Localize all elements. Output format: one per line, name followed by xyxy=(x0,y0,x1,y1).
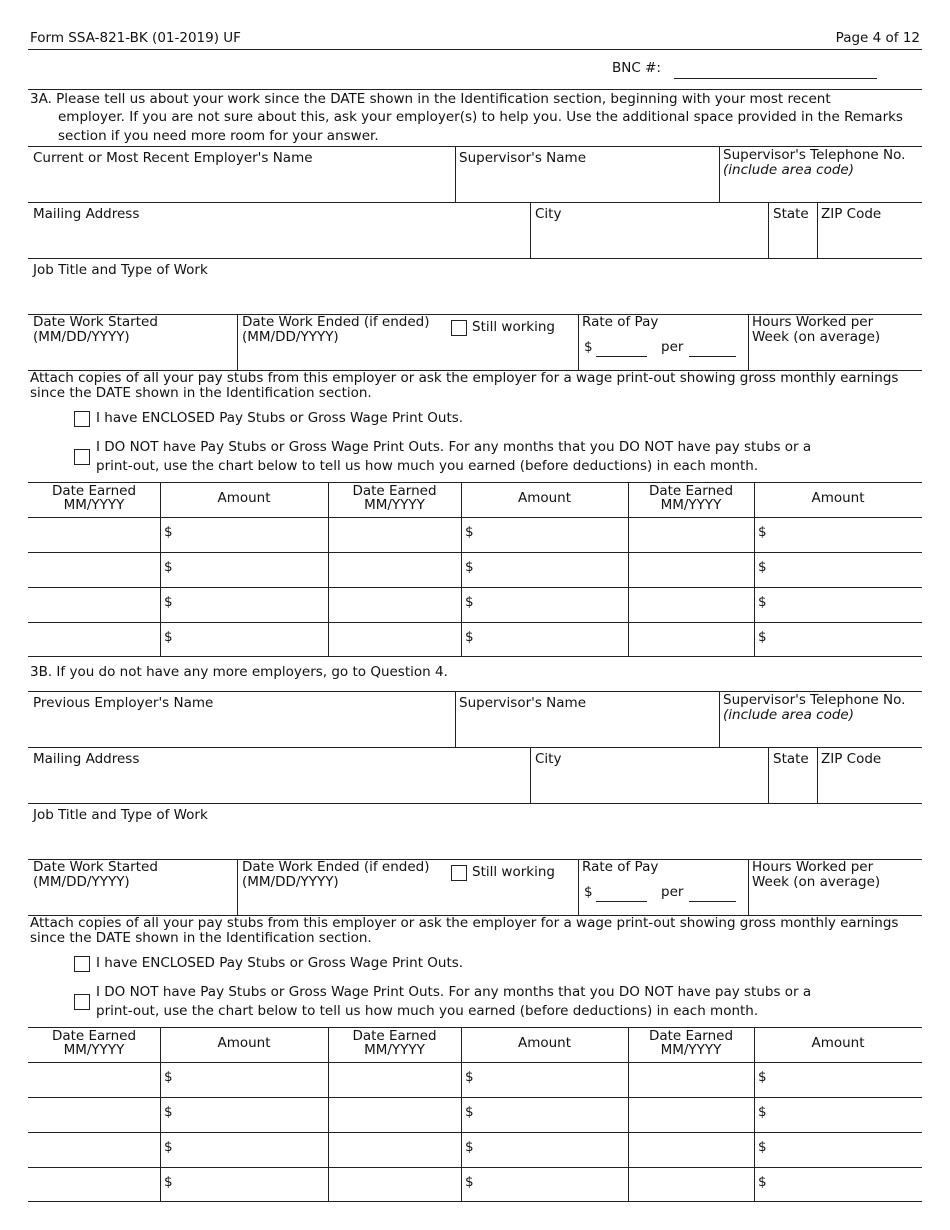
not-have-line1: I DO NOT have Pay Stubs or Gross Wage Print Outs. For any months that you DO NOT have pay stubs or a xyxy=(96,984,812,1000)
enclosed-checkbox[interactable] xyxy=(74,411,90,427)
zip-label: ZIP Code xyxy=(821,751,882,767)
amount-header-3: Amount xyxy=(811,1035,865,1051)
date-started-format: (MM/DD/YYYY) xyxy=(33,874,130,890)
bnc-input[interactable] xyxy=(674,78,877,79)
earnings-date-cell[interactable] xyxy=(630,554,752,585)
supervisor-name-label: Supervisor's Name xyxy=(459,150,586,166)
q3b-intro: 3B. If you do not have any more employers, go to Question 4. xyxy=(30,664,448,680)
earnings-amount-cell[interactable] xyxy=(770,1099,920,1130)
earnings-date-cell[interactable] xyxy=(630,1134,752,1165)
earnings-date-cell[interactable] xyxy=(30,1134,158,1165)
enclosed-label: I have ENCLOSED Pay Stubs or Gross Wage Print Outs. xyxy=(96,410,464,426)
date-earned-header-2: Date Earned MM/YYYY xyxy=(352,1028,437,1058)
earnings-date-cell[interactable] xyxy=(330,554,459,585)
hours-label-line2: Week (on average) xyxy=(752,329,881,345)
date-started-label: Date Work Started xyxy=(33,859,158,875)
earnings-date-cell[interactable] xyxy=(330,624,459,654)
amount-dollar: $ xyxy=(758,594,767,610)
amount-dollar: $ xyxy=(164,629,173,645)
date-started-input[interactable] xyxy=(30,891,234,913)
earnings-amount-cell[interactable] xyxy=(176,1099,326,1130)
still-working-label: Still working xyxy=(472,319,555,335)
earnings-amount-cell[interactable] xyxy=(477,1134,626,1165)
q3a-intro-line3: section if you need more room for your answer. xyxy=(58,128,379,144)
mailing-address-input[interactable] xyxy=(30,222,525,256)
amount-header-1: Amount xyxy=(217,490,271,506)
page-number: Page 4 of 12 xyxy=(835,30,920,46)
earnings-date-cell[interactable] xyxy=(630,1169,752,1199)
earnings-amount-cell[interactable] xyxy=(477,519,626,550)
state-label: State xyxy=(773,206,809,222)
supervisor-name-label: Supervisor's Name xyxy=(459,695,586,711)
rate-per-label: per xyxy=(661,884,684,900)
rate-amount-input[interactable] xyxy=(596,901,647,902)
bnc-label: BNC #: xyxy=(612,60,661,76)
employer-name-label: Current or Most Recent Employer's Name xyxy=(33,150,313,166)
hours-label-line2: Week (on average) xyxy=(752,874,881,890)
still-working-label: Still working xyxy=(472,864,555,880)
date-ended-input[interactable] xyxy=(240,346,445,368)
amount-dollar: $ xyxy=(758,629,767,645)
hours-label-line1: Hours Worked per xyxy=(752,859,874,875)
zip-label: ZIP Code xyxy=(821,206,882,222)
area-code-note: (include area code) xyxy=(723,707,854,723)
earnings-amount-cell[interactable] xyxy=(176,1169,326,1199)
attach-line1: Attach copies of all your pay stubs from this employer or ask the employer for a wage print-out showing gross monthly earnings xyxy=(30,370,899,386)
earnings-date-cell[interactable] xyxy=(630,589,752,620)
q3a-intro-line1: 3A. Please tell us about your work since the DATE shown in the Identification section, beginning with your most recent xyxy=(30,91,831,107)
date-earned-header-3: Date Earned MM/YYYY xyxy=(648,1028,734,1058)
date-started-label: Date Work Started xyxy=(33,314,158,330)
amount-dollar: $ xyxy=(465,629,474,645)
amount-dollar: $ xyxy=(164,594,173,610)
date-ended-input[interactable] xyxy=(240,891,445,913)
date-earned-header-1: Date Earned MM/YYYY xyxy=(51,1028,137,1058)
amount-dollar: $ xyxy=(758,1139,767,1155)
not-have-line1: I DO NOT have Pay Stubs or Gross Wage Print Outs. For any months that you DO NOT have pay stubs or a xyxy=(96,439,812,455)
rate-dollar-sign: $ xyxy=(584,884,593,900)
state-label: State xyxy=(773,751,809,767)
supervisor-phone-input[interactable] xyxy=(722,723,920,745)
not-have-line2: print-out, use the chart below to tell us how much you earned (before deductions) in each month. xyxy=(96,458,759,474)
attach-line1: Attach copies of all your pay stubs from this employer or ask the employer for a wage print-out showing gross monthly earnings xyxy=(30,915,899,931)
employer-section-3b xyxy=(0,691,950,1211)
amount-dollar: $ xyxy=(164,524,173,540)
amount-dollar: $ xyxy=(164,1069,173,1085)
enclosed-checkbox[interactable] xyxy=(74,956,90,972)
state-input[interactable] xyxy=(771,222,815,256)
date-earned-header-2: Date Earned MM/YYYY xyxy=(352,483,437,513)
rate-of-pay-label: Rate of Pay xyxy=(582,314,659,330)
hours-label-line1: Hours Worked per xyxy=(752,314,874,330)
amount-dollar: $ xyxy=(465,594,474,610)
earnings-amount-cell[interactable] xyxy=(770,1134,920,1165)
earnings-date-cell[interactable] xyxy=(330,589,459,620)
date-ended-label: Date Work Ended (if ended) xyxy=(242,859,430,875)
amount-dollar: $ xyxy=(465,1069,474,1085)
earnings-date-cell[interactable] xyxy=(30,1099,158,1130)
form-id: Form SSA-821-BK (01-2019) UF xyxy=(30,30,241,46)
rate-of-pay-label: Rate of Pay xyxy=(582,859,659,875)
amount-dollar: $ xyxy=(164,1139,173,1155)
amount-dollar: $ xyxy=(758,1069,767,1085)
earnings-date-cell[interactable] xyxy=(630,624,752,654)
amount-header-3: Amount xyxy=(811,490,865,506)
employer-section-3a xyxy=(0,146,950,666)
earnings-amount-cell[interactable] xyxy=(477,554,626,585)
earnings-amount-cell[interactable] xyxy=(477,1099,626,1130)
amount-dollar: $ xyxy=(164,1104,173,1120)
earnings-amount-cell[interactable] xyxy=(176,1064,326,1095)
earnings-date-cell[interactable] xyxy=(330,1134,459,1165)
amount-dollar: $ xyxy=(465,1104,474,1120)
zip-input[interactable] xyxy=(820,222,920,256)
earnings-date-cell[interactable] xyxy=(30,1169,158,1199)
supervisor-name-input[interactable] xyxy=(458,709,716,745)
amount-dollar: $ xyxy=(758,524,767,540)
supervisor-phone-label: Supervisor's Telephone No. xyxy=(723,147,906,163)
earnings-date-cell[interactable] xyxy=(30,589,158,620)
rate-amount-input[interactable] xyxy=(596,356,647,357)
date-ended-label: Date Work Ended (if ended) xyxy=(242,314,430,330)
job-title-input[interactable] xyxy=(30,823,920,857)
zip-input[interactable] xyxy=(820,767,920,801)
earnings-amount-cell[interactable] xyxy=(770,1169,920,1199)
rate-dollar-sign: $ xyxy=(584,339,593,355)
earnings-amount-cell[interactable] xyxy=(176,624,326,654)
not-have-checkbox[interactable] xyxy=(74,994,90,1010)
date-ended-format: (MM/DD/YYYY) xyxy=(242,329,339,345)
earnings-date-cell[interactable] xyxy=(30,554,158,585)
amount-dollar: $ xyxy=(758,1104,767,1120)
supervisor-phone-label: Supervisor's Telephone No. xyxy=(723,692,906,708)
date-earned-header-3: Date Earned MM/YYYY xyxy=(648,483,734,513)
amount-header-1: Amount xyxy=(217,1035,271,1051)
earnings-amount-cell[interactable] xyxy=(477,624,626,654)
city-label: City xyxy=(535,751,562,767)
header-rule xyxy=(28,49,922,50)
earnings-amount-cell[interactable] xyxy=(477,589,626,620)
earnings-amount-cell[interactable] xyxy=(176,519,326,550)
rate-period-input[interactable] xyxy=(689,356,736,357)
amount-dollar: $ xyxy=(465,559,474,575)
not-have-line2: print-out, use the chart below to tell us how much you earned (before deductions) in each month. xyxy=(96,1003,759,1019)
employer-name-input[interactable] xyxy=(30,164,450,200)
q3a-intro-line2: employer. If you are not sure about this, ask your employer(s) to help you. Use the additional space provided in the Remarks xyxy=(58,109,903,125)
earnings-amount-cell[interactable] xyxy=(770,589,920,620)
rate-per-label: per xyxy=(661,339,684,355)
earnings-amount-cell[interactable] xyxy=(176,554,326,585)
earnings-amount-cell[interactable] xyxy=(176,1134,326,1165)
date-earned-header-1: Date Earned MM/YYYY xyxy=(51,483,137,513)
amount-dollar: $ xyxy=(758,559,767,575)
earnings-date-cell[interactable] xyxy=(330,1064,459,1095)
state-input[interactable] xyxy=(771,767,815,801)
supervisor-name-input[interactable] xyxy=(458,164,716,200)
earnings-date-cell[interactable] xyxy=(330,1169,459,1199)
date-started-format: (MM/DD/YYYY) xyxy=(33,329,130,345)
amount-dollar: $ xyxy=(465,1174,474,1190)
job-title-input[interactable] xyxy=(30,278,920,312)
amount-dollar: $ xyxy=(758,1174,767,1190)
earnings-amount-cell[interactable] xyxy=(176,589,326,620)
amount-dollar: $ xyxy=(465,1139,474,1155)
earnings-date-cell[interactable] xyxy=(30,624,158,654)
earnings-amount-cell[interactable] xyxy=(770,554,920,585)
employer-name-label: Previous Employer's Name xyxy=(33,695,214,711)
attach-line2: since the DATE shown in the Identification section. xyxy=(30,385,372,401)
mailing-address-label: Mailing Address xyxy=(33,206,140,222)
attach-line2: since the DATE shown in the Identification section. xyxy=(30,930,372,946)
amount-dollar: $ xyxy=(164,1174,173,1190)
area-code-note: (include area code) xyxy=(723,162,854,178)
earnings-date-cell[interactable] xyxy=(330,1099,459,1130)
amount-header-2: Amount xyxy=(517,1035,572,1051)
mailing-address-label: Mailing Address xyxy=(33,751,140,767)
earnings-amount-cell[interactable] xyxy=(477,1064,626,1095)
job-title-label: Job Title and Type of Work xyxy=(33,262,208,278)
earnings-date-cell[interactable] xyxy=(630,1099,752,1130)
amount-header-2: Amount xyxy=(517,490,572,506)
earnings-date-cell[interactable] xyxy=(630,519,752,550)
earnings-date-cell[interactable] xyxy=(330,519,459,550)
earnings-amount-cell[interactable] xyxy=(770,1064,920,1095)
not-have-checkbox[interactable] xyxy=(74,449,90,465)
earnings-date-cell[interactable] xyxy=(630,1064,752,1095)
mailing-address-input[interactable] xyxy=(30,767,525,801)
earnings-amount-cell[interactable] xyxy=(477,1169,626,1199)
employer-name-input[interactable] xyxy=(30,709,450,745)
date-ended-format: (MM/DD/YYYY) xyxy=(242,874,339,890)
still-working-checkbox[interactable] xyxy=(451,865,467,881)
hours-input[interactable] xyxy=(751,891,920,913)
city-label: City xyxy=(535,206,562,222)
earnings-date-cell[interactable] xyxy=(30,519,158,550)
earnings-date-cell[interactable] xyxy=(30,1064,158,1095)
supervisor-phone-input[interactable] xyxy=(722,178,920,200)
earnings-amount-cell[interactable] xyxy=(770,624,920,654)
city-input[interactable] xyxy=(533,767,765,801)
enclosed-label: I have ENCLOSED Pay Stubs or Gross Wage Print Outs. xyxy=(96,955,464,971)
amount-dollar: $ xyxy=(465,524,474,540)
hours-input[interactable] xyxy=(751,346,920,368)
still-working-checkbox[interactable] xyxy=(451,320,467,336)
date-started-input[interactable] xyxy=(30,346,234,368)
job-title-label: Job Title and Type of Work xyxy=(33,807,208,823)
rate-period-input[interactable] xyxy=(689,901,736,902)
city-input[interactable] xyxy=(533,222,765,256)
amount-dollar: $ xyxy=(164,559,173,575)
earnings-amount-cell[interactable] xyxy=(770,519,920,550)
